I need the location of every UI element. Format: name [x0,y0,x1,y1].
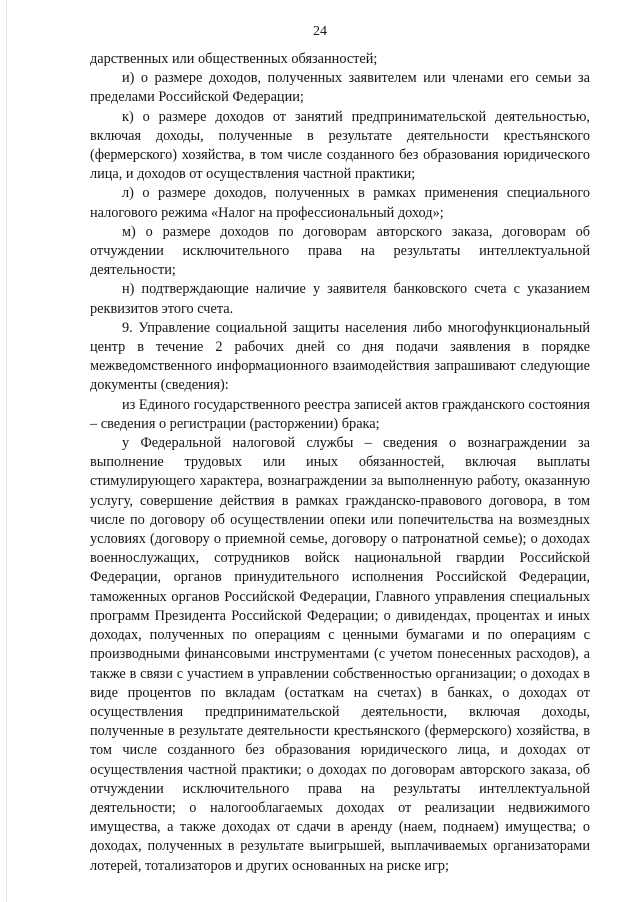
page-number: 24 [313,24,327,39]
paragraph-tax-service: у Федеральной налоговой службы – сведения о вознаграждении за выполнение трудовых или иных обязанностей, включая выплаты стимулирующего характера, вознаграждении за выполненную работу, оказанную услугу, совершение действия в рамках гражданско-правового договора, в том числе по договору об осуществлении опеки или попечительства на возмездных условиях (договору о приемной семье, договору о патронатной семье); о доходах военнослужащих, сотрудников войск национальной гвардии Российской Федерации, органов принудительного исполнения Российской Федерации, таможенных органов Российской Федерации, Главного управления специальных программ Президента Российской Федерации; о дивидендах, процентах и иных доходах, полученных по операциям с ценными бумагами и по операциям с производными финансовыми инструментами (с учетом понесенных расходов), а также в связи с участием в управлении собственностью организации; о доходах в виде процентов по вкладам (остаткам на счетах) в банках, о доходах от осуществления предпринимательской деятельности, включая доходы, полученные в результате деятельности крестьянского (фермерского) хозяйства, в том числе созданного без образования юридического лица, и доходах от осуществления частной практики; о доходах по договорам авторского заказа, об отчуждении исключительного права на результаты интеллектуальной деятельности; о налогооблагаемых доходах от реализации недвижимого имущества, а также доходах от сдачи в аренду (наем, поднаем) имущества; о доходах, полученных в результате выигрышей, выплачиваемых организаторами лотерей, тотализаторов и других основанных на риске игр; [90,435,590,874]
paragraph-civil-registry: из Единого государственного реестра записей актов гражданского состояния – сведения о регистрации (расторжении) брака; [90,396,590,432]
paragraph-continuation: дарственных или общественных обязанностей; [90,51,378,67]
scan-edge-line [6,0,7,902]
paragraph-item-l: л) о размере доходов, полученных в рамках применения специального налогового режима «Налог на профессиональный доход»; [90,185,590,221]
paragraph-item-m: м) о размере доходов по договорам авторского заказа, договорам об отчуждении исключительного права на результаты интеллектуальной деятельности; [90,223,590,279]
paragraph-item-n: н) подтверждающие наличие у заявителя банковского счета с указанием реквизитов этого счета. [90,281,590,317]
paragraph-section-9: 9. Управление социальной защиты населения либо многофункциональный центр в течение 2 рабочих дней со дня подачи заявления в порядке межведомственного информационного взаимодействия запрашивают следующие документы (сведения): [90,319,590,394]
paragraph-item-i: и) о размере доходов, полученных заявителем или членами его семьи за пределами Российской Федерации; [90,70,590,106]
paragraph-item-k: к) о размере доходов от занятий предпринимательской деятельностью, включая доходы, полученные в результате деятельности крестьянского (фермерского) хозяйства, в том числе созданного без образования юридического лица, и доходов от осуществления частной практики; [90,108,590,183]
document-body [90,50,590,876]
